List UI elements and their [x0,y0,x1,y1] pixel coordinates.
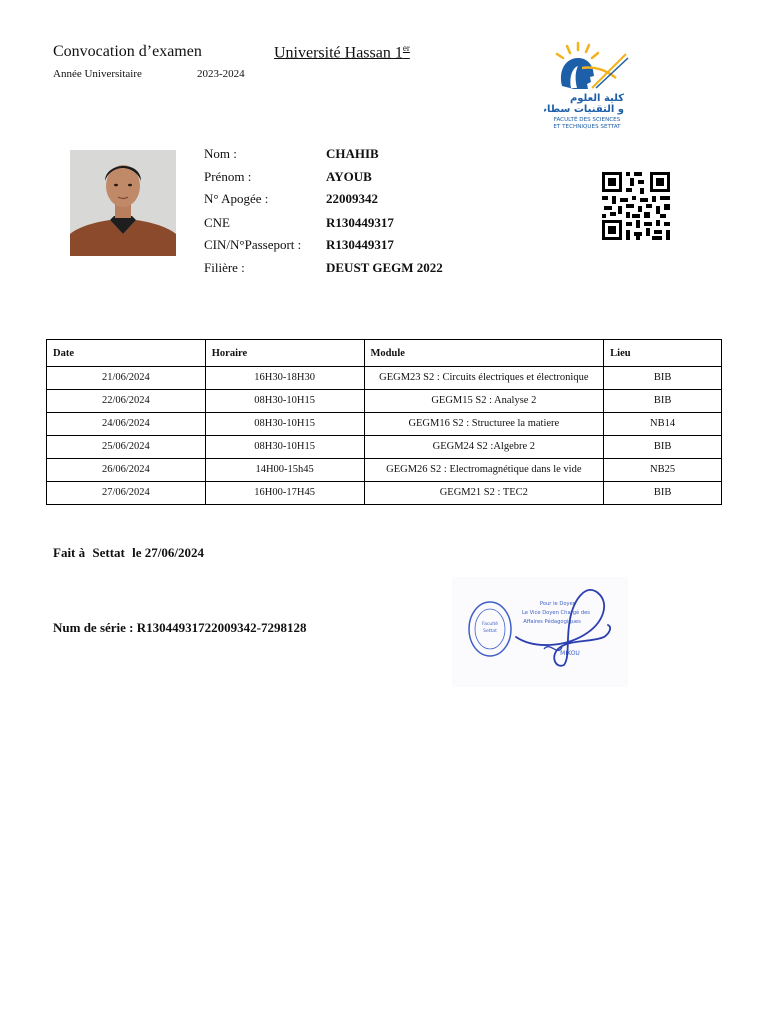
cell-module: GEGM26 S2 : Electromagnétique dans le vide [364,459,604,482]
info-value: DEUST GEGM 2022 [326,260,443,275]
cell-lieu: BIB [604,436,722,459]
info-label: Filière : [204,260,245,275]
serial-number: Num de série : R13044931722009342-7298128 [53,620,307,635]
info-row-nom [204,145,379,163]
column-header-module: Module [364,340,604,367]
info-value: 22009342 [326,191,378,206]
info-row-cne [204,214,394,232]
cell-date: 24/06/2024 [47,413,206,436]
exam-schedule-table [46,339,722,505]
cell-horaire: 08H30-10H15 [205,436,364,459]
info-row-cin [204,236,394,254]
info-row-filiere [204,259,443,277]
info-label: Nom : [204,146,237,161]
svg-text:Faculté: Faculté [481,622,499,627]
info-label: N° Apogée : [204,191,269,206]
logo-french-line1: FACULTÉ DES SCIENCES [553,117,621,123]
column-header-lieu: Lieu [604,340,722,367]
info-value: R130449317 [326,215,394,230]
cell-lieu: BIB [604,482,722,505]
info-value: R130449317 [326,237,394,252]
cell-module: GEGM24 S2 :Algebre 2 [364,436,604,459]
cell-module: GEGM23 S2 : Circuits électriques et électronique [364,367,604,390]
logo-french-line2: ET TECHNIQUES SETTAT [553,124,621,130]
university-name: Université Hassan 1er [274,43,410,62]
cell-date: 25/06/2024 [47,436,206,459]
cell-horaire: 16H30-18H30 [205,367,364,390]
place-date-line: Fait à Settat le 27/06/2024 [53,545,204,560]
academic-year-label: Année Universitaire [53,68,142,80]
logo-arabic-line2: و التقنيات سطات [544,104,624,115]
column-header-date: Date [47,340,206,367]
table-header-row [47,340,722,367]
document-title: Convocation d’examen [53,43,202,60]
column-header-horaire: Horaire [205,340,364,367]
table-row [47,459,722,482]
logo-arabic-line1: كلية العلوم [569,93,624,104]
svg-text:Settat: Settat [483,629,497,634]
info-label: CIN/N°Passeport : [204,237,302,252]
svg-text:Pour le Doyen: Pour le Doyen [539,601,577,607]
qr-code [600,170,672,242]
student-photo [70,150,176,256]
cell-date: 27/06/2024 [47,482,206,505]
info-label: Prénom : [204,169,252,184]
table-row [47,482,722,505]
stamp-and-signature [452,577,628,687]
table-row [47,367,722,390]
cell-date: 21/06/2024 [47,367,206,390]
info-row-apogee [204,190,378,208]
cell-horaire: 08H30-10H15 [205,413,364,436]
svg-text:Affaires Pédagogiques: Affaires Pédagogiques [523,619,581,625]
cell-lieu: NB25 [604,459,722,482]
svg-text:Le Vice Doyen Chargé des: Le Vice Doyen Chargé des [521,610,591,616]
cell-horaire: 08H30-10H15 [205,390,364,413]
cell-lieu: BIB [604,390,722,413]
svg-text:MIKOU: MIKOU [560,650,580,657]
info-row-prenom [204,168,372,186]
cell-date: 22/06/2024 [47,390,206,413]
table-row [47,436,722,459]
cell-module: GEGM16 S2 : Structuree la matiere [364,413,604,436]
cell-module: GEGM15 S2 : Analyse 2 [364,390,604,413]
info-label: CNE [204,215,230,230]
cell-horaire: 14H00-15h45 [205,459,364,482]
table-row [47,390,722,413]
cell-horaire: 16H00-17H45 [205,482,364,505]
cell-module: GEGM21 S2 : TEC2 [364,482,604,505]
cell-lieu: NB14 [604,413,722,436]
info-value: AYOUB [326,169,372,184]
academic-year-value: 2023-2024 [197,68,245,80]
faculty-logo [544,40,630,132]
cell-lieu: BIB [604,367,722,390]
info-value: CHAHIB [326,146,379,161]
table-row [47,413,722,436]
cell-date: 26/06/2024 [47,459,206,482]
